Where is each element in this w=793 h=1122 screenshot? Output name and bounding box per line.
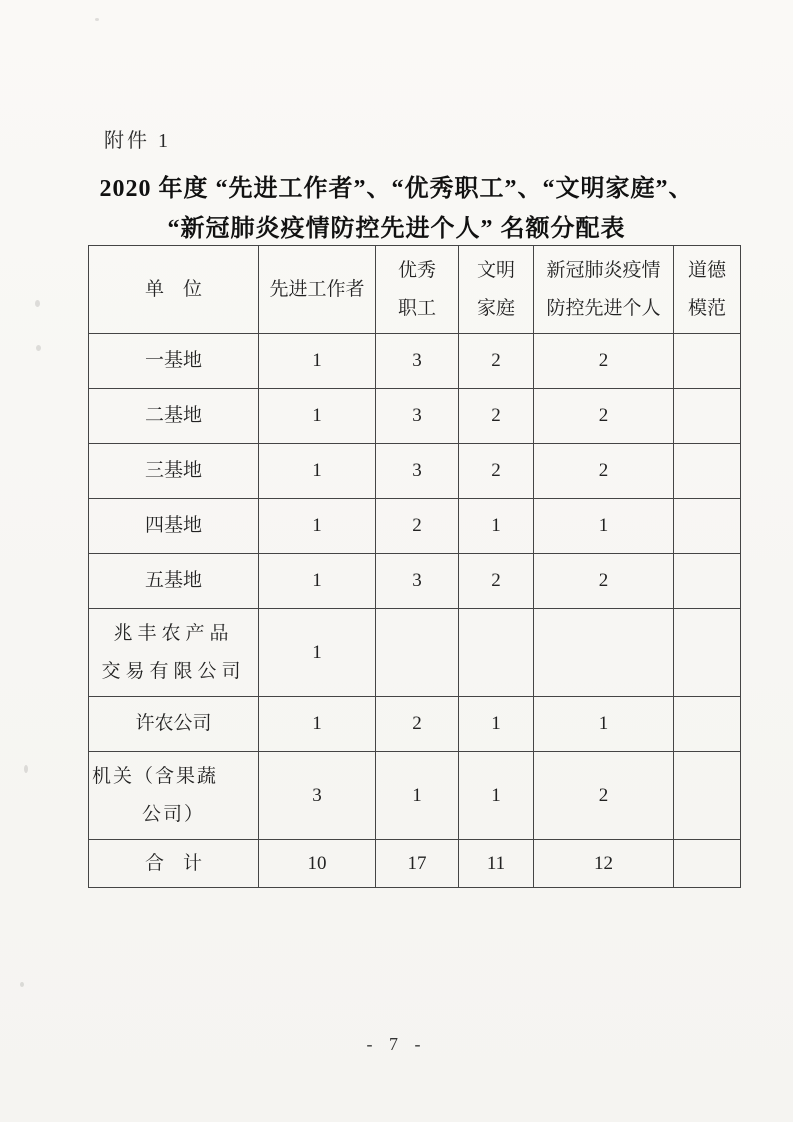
table-total-row	[89, 840, 741, 888]
value-cell: 1	[459, 697, 534, 752]
value-cell: 1	[459, 752, 534, 840]
value-cell: 2	[534, 444, 674, 499]
table-row	[89, 444, 741, 499]
scan-speck	[24, 765, 28, 773]
value-cell: 2	[534, 334, 674, 389]
value-cell: 3	[376, 334, 459, 389]
scan-speck	[20, 982, 24, 987]
value-cell	[674, 499, 741, 554]
value-cell	[674, 389, 741, 444]
table-row	[89, 554, 741, 609]
value-cell: 3	[376, 389, 459, 444]
value-cell: 11	[459, 840, 534, 888]
scan-speck	[95, 18, 99, 21]
unit-cell: 三基地	[89, 444, 259, 499]
value-cell	[674, 609, 741, 697]
value-cell: 10	[259, 840, 376, 888]
value-cell: 3	[376, 444, 459, 499]
value-cell: 2	[459, 334, 534, 389]
unit-cell: 机关（含果蔬 公司）	[89, 752, 259, 840]
attachment-label: 附件 1	[104, 130, 171, 152]
value-cell: 17	[376, 840, 459, 888]
value-cell	[459, 609, 534, 697]
value-cell	[674, 334, 741, 389]
value-cell	[674, 752, 741, 840]
unit-cell: 五基地	[89, 554, 259, 609]
value-cell: 1	[259, 499, 376, 554]
value-cell: 2	[459, 444, 534, 499]
table-row	[89, 499, 741, 554]
value-cell: 1	[259, 334, 376, 389]
doc-title-line-1: 2020 年度 “先进工作者”、“优秀职工”、“文明家庭”、	[99, 176, 694, 202]
value-cell	[674, 840, 741, 888]
quota-allocation-table	[88, 245, 741, 888]
table-row	[89, 389, 741, 444]
unit-cell: 合 计	[89, 840, 259, 888]
unit-cell: 一基地	[89, 334, 259, 389]
scan-speck	[35, 300, 40, 307]
value-cell	[674, 554, 741, 609]
value-cell: 2	[376, 499, 459, 554]
value-cell: 3	[376, 554, 459, 609]
value-cell: 2	[459, 389, 534, 444]
value-cell: 1	[259, 389, 376, 444]
value-cell: 1	[534, 499, 674, 554]
value-cell	[534, 609, 674, 697]
value-cell: 2	[534, 389, 674, 444]
value-cell: 12	[534, 840, 674, 888]
doc-title-line-2: “新冠肺炎疫情防控先进个人” 名额分配表	[167, 216, 626, 242]
scan-speck	[36, 345, 41, 351]
value-cell: 3	[259, 752, 376, 840]
header-cell-civilized-family: 文明 家庭	[459, 246, 534, 334]
table-row	[89, 697, 741, 752]
header-cell-excellent-staff: 优秀 职工	[376, 246, 459, 334]
unit-cell: 兆丰农产品 交易有限公司	[89, 609, 259, 697]
value-cell: 1	[459, 499, 534, 554]
unit-cell: 四基地	[89, 499, 259, 554]
header-cell-advanced-worker: 先进工作者	[259, 246, 376, 334]
value-cell: 1	[259, 554, 376, 609]
value-cell: 2	[534, 752, 674, 840]
table-row	[89, 609, 741, 697]
value-cell: 2	[459, 554, 534, 609]
value-cell: 1	[259, 697, 376, 752]
header-cell-moral-model: 道德 模范	[674, 246, 741, 334]
value-cell: 1	[534, 697, 674, 752]
value-cell	[376, 609, 459, 697]
value-cell	[674, 444, 741, 499]
header-cell-unit: 单 位	[89, 246, 259, 334]
table-row	[89, 752, 741, 840]
value-cell: 1	[259, 609, 376, 697]
page-number: - 7 -	[366, 1034, 427, 1054]
header-cell-covid-individual: 新冠肺炎疫情 防控先进个人	[534, 246, 674, 334]
table-header-row	[89, 246, 741, 334]
value-cell: 2	[376, 697, 459, 752]
value-cell	[674, 697, 741, 752]
value-cell: 1	[376, 752, 459, 840]
table-row	[89, 334, 741, 389]
unit-cell: 二基地	[89, 389, 259, 444]
value-cell: 2	[534, 554, 674, 609]
unit-cell: 许农公司	[89, 697, 259, 752]
value-cell: 1	[259, 444, 376, 499]
